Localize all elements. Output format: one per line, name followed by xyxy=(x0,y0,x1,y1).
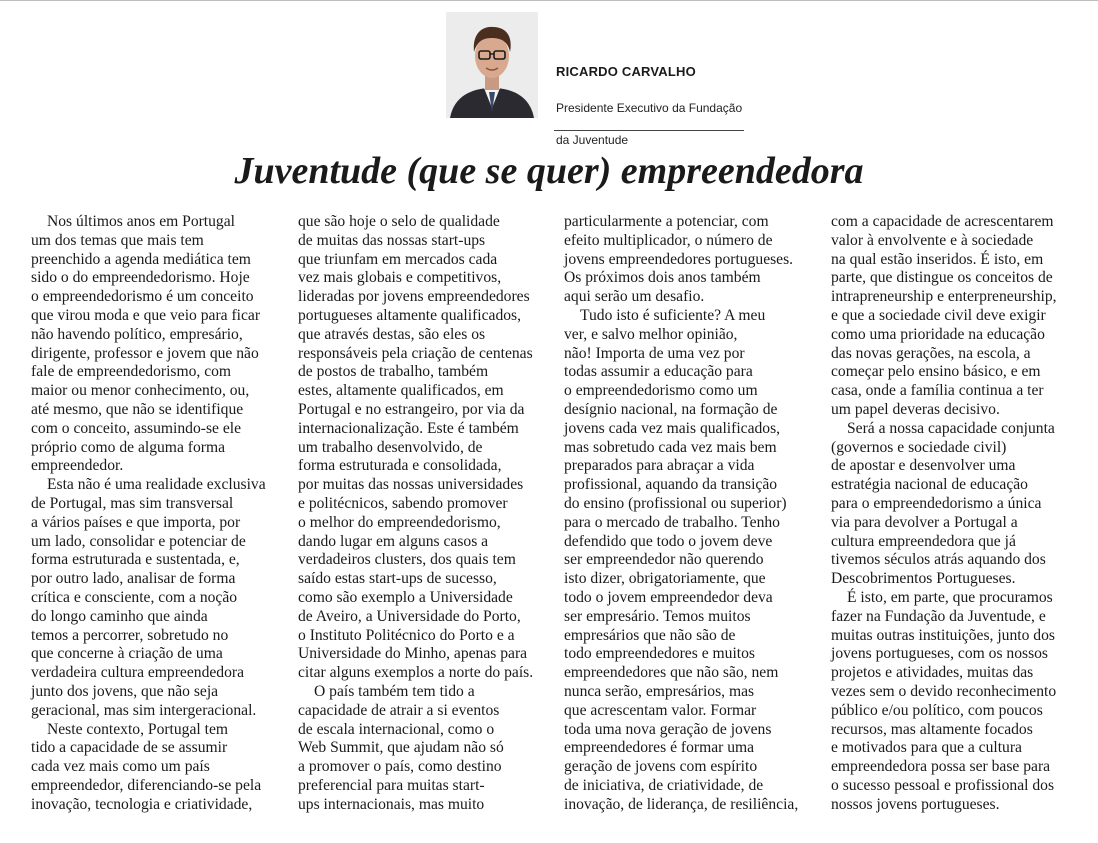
text-line: a promover o país, como destino xyxy=(298,758,502,776)
text-line: jovens empreendedores portugueses. xyxy=(564,250,794,268)
text-line: preparados para abraçar a vida xyxy=(564,457,755,475)
text-line: empreendedores que não são, nem xyxy=(564,664,779,682)
text-line: verdadeiros clusters, dos quais tem xyxy=(298,551,516,569)
text-line: fale de empreendedorismo, com xyxy=(31,363,232,381)
text-line: internacionalização. Este é também xyxy=(298,419,519,437)
text-line: todas assumir a educação para xyxy=(564,363,753,381)
text-line: todo o jovem empreendedor deva xyxy=(564,588,773,606)
text-line: crítica e consciente, com a noção xyxy=(31,588,238,606)
text-line: vez mais globais e competitivos, xyxy=(298,269,502,287)
text-line: É isto, em parte, que procuramos xyxy=(847,588,1053,606)
text-line: tido a capacidade de se assumir xyxy=(31,739,228,757)
text-line: aqui serão um desafio. xyxy=(564,288,705,306)
text-line: jovens cada vez mais qualificados, xyxy=(564,419,781,437)
text-line: que são hoje o selo de qualidade xyxy=(298,213,500,230)
author-block xyxy=(446,12,746,147)
text-line: portugueses altamente qualificados, xyxy=(298,306,522,324)
text-line: de escala internacional, como o xyxy=(298,720,495,738)
text-line: que através destas, são eles os xyxy=(298,325,486,343)
text-line: ser empreendedor não querendo xyxy=(564,551,764,569)
text-line: intrapreneurship e enterpreneurship, xyxy=(831,288,1057,306)
text-line: nossos jovens portugueses. xyxy=(831,795,1000,813)
text-line: preenchido a agenda mediática tem xyxy=(31,250,251,268)
text-line: o empreendedorismo é um conceito xyxy=(31,288,254,306)
text-line: na qual estão inseridos. É isto, em xyxy=(831,250,1044,268)
text-line: como são exemplo a Universidade xyxy=(298,588,513,606)
text-line: e motivados para que a cultura xyxy=(831,739,1022,757)
text-line: lideradas por jovens empreendedores xyxy=(298,288,530,306)
text-line: ups internacionais, mas muito xyxy=(298,795,485,813)
text-line: por muitas das nossas universidades xyxy=(298,476,524,494)
text-line: junto dos jovens, que não seja xyxy=(31,682,219,700)
text-line: empreendedor, diferenciando-se pela xyxy=(31,776,262,794)
author-role-line: Presidente Executivo da Fundação xyxy=(556,101,743,115)
text-line: O país também tem tido a xyxy=(314,682,475,700)
author-role xyxy=(556,84,756,148)
text-line: começar pelo ensino básico, e em xyxy=(831,363,1041,381)
text-line: e politécnicos, sabendo promover xyxy=(298,494,508,512)
author-name: RICARDO CARVALHO xyxy=(556,64,696,79)
text-line: ver, e salvo melhor opinião, xyxy=(564,325,738,343)
text-line: casa, onde a família continua a ter xyxy=(831,382,1044,400)
text-line: forma estruturada e consolidada, xyxy=(298,457,502,475)
text-line: capacidade de atrair a si eventos xyxy=(298,701,500,719)
text-line: que acrescentam valor. Formar xyxy=(564,701,757,719)
text-line: um papel deveras decisivo. xyxy=(831,400,1000,418)
text-line: saído estas start-ups de sucesso, xyxy=(298,570,497,588)
text-line: nunca serão, empresários, mas xyxy=(564,682,755,700)
text-line: Universidade do Minho, apenas para xyxy=(298,645,528,663)
text-line: o melhor do empreendedorismo, xyxy=(298,513,501,531)
text-line: projetos e atividades, muitas das xyxy=(831,664,1034,682)
text-line: empreendedores é formar uma xyxy=(564,739,755,757)
text-line: Será a nossa capacidade conjunta xyxy=(847,419,1055,437)
text-line: tivemos séculos atrás aquando dos xyxy=(831,551,1046,569)
text-line: profissional, aquando da transição xyxy=(564,476,778,494)
text-line: de Aveiro, a Universidade do Porto, xyxy=(298,607,521,625)
text-line: de iniciativa, de criatividade, de xyxy=(564,776,764,794)
article-column-4 xyxy=(831,213,1079,815)
text-line: jovens portugueses, com os nossos xyxy=(831,645,1049,663)
text-line: e que a sociedade civil deve exigir xyxy=(831,306,1046,324)
text-line: verdadeira cultura empreendedora xyxy=(31,664,244,682)
text-line: o sucesso pessoal e profissional dos xyxy=(831,776,1055,794)
text-line: preferencial para muitas start- xyxy=(298,776,485,794)
text-line: citar alguns exemplos a norte do país. xyxy=(298,664,534,682)
author-role-line: da Juventude xyxy=(556,133,629,147)
text-line: toda uma nova geração de jovens xyxy=(564,720,772,738)
text-line: fazer na Fundação da Juventude, e xyxy=(831,607,1046,625)
text-line: o Instituto Politécnico do Porto e a xyxy=(298,626,515,644)
text-line: Esta não é uma realidade exclusiva xyxy=(47,476,266,494)
text-line: via para devolver a Portugal a xyxy=(831,513,1018,531)
text-line: para o empreendedorismo a única xyxy=(831,494,1042,512)
text-line: das novas gerações, na escola, a xyxy=(831,344,1031,362)
text-line: todo empreendedores e muitos xyxy=(564,645,755,663)
text-line: dando lugar em alguns casos a xyxy=(298,532,489,550)
text-line: até mesmo, que não se identifique xyxy=(31,400,244,418)
text-line: valor à envolvente e à sociedade xyxy=(831,231,1034,249)
text-line: responsáveis pela criação de centenas xyxy=(298,344,533,362)
text-line: de postos de trabalho, também xyxy=(298,363,489,381)
article-column-2 xyxy=(298,213,546,815)
text-line: inovação, tecnologia e criatividade, xyxy=(31,795,253,813)
text-line: maior ou menor conhecimento, ou, xyxy=(31,382,250,400)
text-line: que concerne à criação de uma xyxy=(31,645,223,663)
article-column-3 xyxy=(564,213,812,815)
text-line: o empreendedorismo como um xyxy=(564,382,758,400)
text-line: defendido que todo o jovem deve xyxy=(564,532,773,550)
text-line: do ensino (profissional ou superior) xyxy=(564,494,787,512)
text-line: Os próximos dois anos também xyxy=(564,269,761,287)
text-line: com o conceito, assumindo-se ele xyxy=(31,419,242,437)
text-line: dirigente, professor e jovem que não xyxy=(31,344,259,362)
text-line: Tudo isto é suficiente? A meu xyxy=(580,306,766,324)
text-line: empreendedor. xyxy=(31,457,124,475)
text-line: recursos, mas altamente focados xyxy=(831,720,1033,738)
text-line: um trabalho desenvolvido, de xyxy=(298,438,483,456)
article-column-1 xyxy=(31,213,279,815)
text-line: (governos e sociedade civil) xyxy=(831,438,1007,456)
text-line: de muitas das nossas start-ups xyxy=(298,231,486,249)
text-line: temos a percorrer, sobretudo no xyxy=(31,626,229,644)
text-line: empreendedora possa ser base para xyxy=(831,758,1051,776)
author-rule xyxy=(554,130,744,131)
article-headline: Juventude (que se quer) empreendedora xyxy=(234,150,864,192)
text-line: estratégia nacional de educação xyxy=(831,476,1028,494)
author-photo xyxy=(446,12,538,118)
text-line: ser empresário. Temos muitos xyxy=(564,607,751,625)
text-line: Portugal e no estrangeiro, por via da xyxy=(298,400,525,418)
text-line: público e/ou político, com poucos xyxy=(831,701,1043,719)
text-line: desígnio nacional, na formação de xyxy=(564,400,778,418)
text-line: geracional, mas sim intergeracional. xyxy=(31,701,257,719)
text-line: cada vez mais como um país xyxy=(31,758,210,776)
text-line: inovação, de liderança, de resiliência, xyxy=(564,795,799,813)
text-line: Descobrimentos Portugueses. xyxy=(831,570,1016,588)
text-line: Neste contexto, Portugal tem xyxy=(47,720,229,738)
text-line: não! Importa de uma vez por xyxy=(564,344,745,362)
text-line: parte, que distingue os conceitos de xyxy=(831,269,1053,287)
author-portrait-image xyxy=(446,12,538,118)
text-line: para o mercado de trabalho. Tenho xyxy=(564,513,780,531)
text-line: a vários países e que importa, por xyxy=(31,513,241,531)
text-line: Web Summit, que ajudam não só xyxy=(298,739,504,757)
text-line: empresários que não são de xyxy=(564,626,736,644)
text-line: isto dizer, obrigatoriamente, que xyxy=(564,570,766,588)
text-line: estes, altamente qualificados, em xyxy=(298,382,504,400)
text-line: de Portugal, mas sim transversal xyxy=(31,494,234,512)
text-line: de apostar e desenvolver uma xyxy=(831,457,1016,475)
text-line: por outro lado, analisar de forma xyxy=(31,570,236,588)
text-line: não havendo político, empresário, xyxy=(31,325,243,343)
text-line: cultura empreendedora que já xyxy=(831,532,1016,550)
text-line: com a capacidade de acrescentarem xyxy=(831,213,1054,230)
text-line: mas sobretudo cada vez mais bem xyxy=(564,438,777,456)
text-line: forma estruturada e sustentada, e, xyxy=(31,551,240,569)
text-line: que triunfam em mercados cada xyxy=(298,250,498,268)
text-line: do longo caminho que ainda xyxy=(31,607,208,625)
text-line: que virou moda e que veio para ficar xyxy=(31,306,261,324)
text-line: vezes sem o devido reconhecimento xyxy=(831,682,1057,700)
text-line: particularmente a potenciar, com xyxy=(564,213,769,230)
text-line: sido o do empreendedorismo. Hoje xyxy=(31,269,250,287)
text-line: geração de jovens com espírito xyxy=(564,758,758,776)
text-line: um lado, consolidar e potenciar de xyxy=(31,532,246,550)
text-line: um dos temas que mais tem xyxy=(31,231,204,249)
text-line: próprio como de alguma forma xyxy=(31,438,225,456)
author-info xyxy=(556,64,756,148)
text-line: efeito multiplicador, o número de xyxy=(564,231,773,249)
text-line: muitas outras instituições, junto dos xyxy=(831,626,1055,644)
text-line: como uma prioridade na educação xyxy=(831,325,1045,343)
text-line: Nos últimos anos em Portugal xyxy=(47,213,235,230)
top-rule xyxy=(0,0,1098,1)
